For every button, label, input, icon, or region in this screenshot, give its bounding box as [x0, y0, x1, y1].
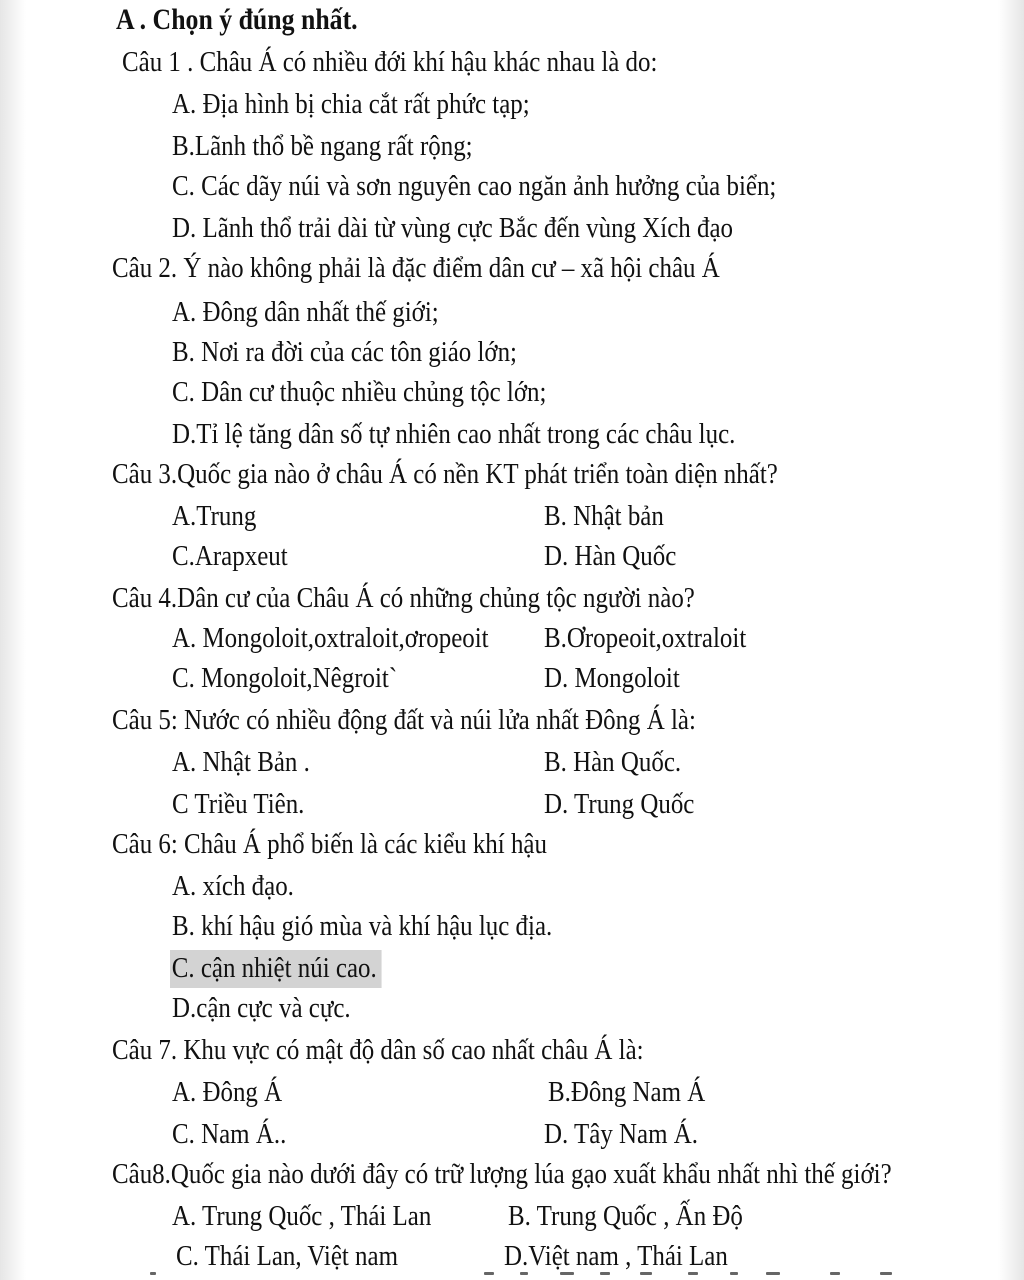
- question-8-option-b: B. Trung Quốc , Ấn Độ: [508, 1200, 743, 1232]
- question-3-option-d: D. Hàn Quốc: [544, 540, 677, 572]
- question-6-option-d: D.cận cực và cực.: [172, 992, 351, 1024]
- question-5-option-a: A. Nhật Bản .: [172, 746, 310, 778]
- right-page-shadow: [998, 0, 1024, 1280]
- question-5-option-d: D. Trung Quốc: [544, 788, 695, 820]
- question-7-stem: Câu 7. Khu vực có mật độ dân số cao nhất châu Á là:: [112, 1034, 644, 1066]
- question-8-stem: Câu8.Quốc gia nào dưới đây có trữ lượng lúa gạo xuất khẩu nhất nhì thế giới?: [112, 1158, 892, 1190]
- question-2-stem: Câu 2. Ý nào không phải là đặc điểm dân cư – xã hội châu Á: [112, 252, 720, 284]
- question-8-option-a: A. Trung Quốc , Thái Lan: [172, 1200, 432, 1232]
- question-7-option-b: B.Đông Nam Á: [548, 1076, 706, 1108]
- question-7-option-c: C. Nam Á..: [172, 1118, 287, 1150]
- question-6-option-b: B. khí hậu gió mùa và khí hậu lục địa.: [172, 910, 553, 942]
- question-8-option-d: D.Việt nam , Thái Lan: [504, 1240, 728, 1272]
- section-heading: A . Chọn ý đúng nhất.: [116, 3, 358, 36]
- cropped-next-line: [0, 1266, 1024, 1280]
- question-6-option-a: A. xích đạo.: [172, 870, 294, 902]
- question-4-option-b: B.Ơropeoit,oxtraloit: [544, 622, 747, 654]
- question-1-option-d: D. Lãnh thổ trải dài từ vùng cực Bắc đến vùng Xích đạo: [172, 212, 734, 244]
- question-2-option-a: A. Đông dân nhất thế giới;: [172, 296, 439, 328]
- question-7-option-a: A. Đông Á: [172, 1076, 283, 1108]
- question-2-option-c: C. Dân cư thuộc nhiều chủng tộc lớn;: [172, 376, 547, 408]
- question-4-stem: Câu 4.Dân cư của Châu Á có những chủng tộc người nào?: [112, 582, 695, 614]
- question-5-stem: Câu 5: Nước có nhiều động đất và núi lửa nhất Đông Á là:: [112, 704, 696, 736]
- question-6-option-c-highlighted: C. cận nhiệt núi cao.: [170, 950, 382, 988]
- question-1-stem: Câu 1 . Châu Á có nhiều đới khí hậu khác nhau là do:: [122, 46, 658, 78]
- question-3-option-a: A.Trung: [172, 500, 257, 532]
- question-3-option-c: C.Arapxeut: [172, 540, 288, 572]
- question-2-option-b: B. Nơi ra đời của các tôn giáo lớn;: [172, 336, 517, 368]
- question-2-option-d: D.Tỉ lệ tăng dân số tự nhiên cao nhất trong các châu lục.: [172, 418, 736, 450]
- question-5-option-b: B. Hàn Quốc.: [544, 746, 682, 778]
- question-8-option-c: C. Thái Lan, Việt nam: [176, 1240, 399, 1272]
- question-6-stem: Câu 6: Châu Á phổ biến là các kiểu khí hậu: [112, 828, 547, 860]
- question-7-option-d: D. Tây Nam Á.: [544, 1118, 699, 1150]
- question-5-option-c: C Triều Tiên.: [172, 788, 305, 820]
- question-1-option-b: B.Lãnh thổ bề ngang rất rộng;: [172, 130, 473, 162]
- question-1-option-c: C. Các dãy núi và sơn nguyên cao ngăn ảnh hưởng của biển;: [172, 170, 777, 202]
- left-page-shadow: [0, 0, 26, 1280]
- question-4-option-c: C. Mongoloit,Nêgroit`: [172, 662, 398, 694]
- question-3-stem: Câu 3.Quốc gia nào ở châu Á có nền KT phát triển toàn diện nhất?: [112, 458, 778, 490]
- question-1-option-a: A. Địa hình bị chia cắt rất phức tạp;: [172, 88, 530, 120]
- question-3-option-b: B. Nhật bản: [544, 500, 664, 532]
- question-4-option-d: D. Mongoloit: [544, 662, 680, 694]
- question-4-option-a: A. Mongoloit,oxtraloit,ơropeoit: [172, 622, 489, 654]
